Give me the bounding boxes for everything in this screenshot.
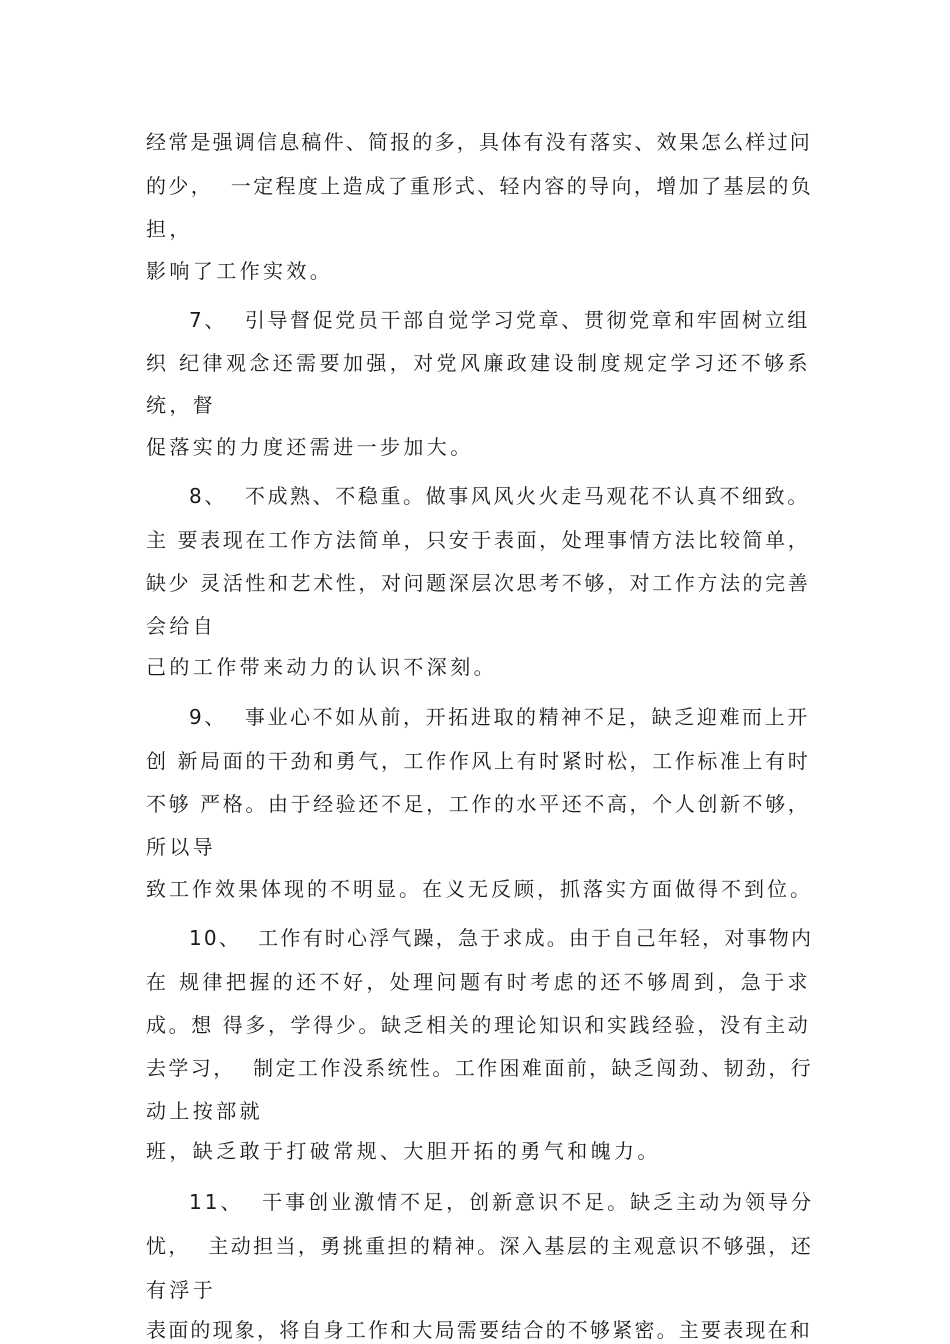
paragraph-line: 缺少 灵活性和艺术性，对问题深层次思考不够，对工作方法的完善 xyxy=(146,571,811,595)
paragraph-line: 不够 严格。由于经验还不足，工作的水平还不高，个人创新不够， xyxy=(146,792,811,816)
paragraph-line: 织 纪律观念还需要加强，对党风廉政建设制度规定学习还不够系 xyxy=(146,351,811,375)
paragraph-line: 忧， 主动担当，勇挑重担的精神。深入基层的主观意识不够强，还 xyxy=(146,1234,814,1258)
paragraph-line: 去学习， 制定工作没系统性。工作困难面前，缺乏闯劲、韧劲，行 xyxy=(146,1056,814,1080)
paragraph-line: 动上按部就 xyxy=(146,1099,263,1123)
paragraph-line: 所以导 xyxy=(146,835,217,859)
paragraph-line: 在 规律把握的还不好，处理问题有时考虑的还不够周到，急于求 xyxy=(146,970,811,994)
paragraph-line: 创 新局面的干劲和勇气，工作作风上有时紧时松，工作标准上有时 xyxy=(146,749,811,773)
paragraph-line: 己的工作带来动力的认识不深刻。 xyxy=(146,655,497,679)
paragraph-line: 会给自 xyxy=(146,614,217,638)
paragraph-line: 影响了工作实效。 xyxy=(146,259,334,283)
paragraph-line: 11、 干事创业激情不足，创新意识不足。缺乏主动为领导分 xyxy=(189,1190,815,1214)
paragraph-line: 统，督 xyxy=(146,393,217,417)
paragraph-line: 8、 不成熟、不稳重。做事风风火火走马观花不认真不细致。 xyxy=(189,484,810,508)
paragraph-line: 成。想 得多，学得少。缺乏相关的理论知识和实践经验，没有主动 xyxy=(146,1013,811,1037)
paragraph-line: 促落实的力度还需进一步加大。 xyxy=(146,435,474,459)
paragraph-line: 的少， 一定程度上造成了重形式、轻内容的导向，增加了基层的负 xyxy=(146,174,814,198)
paragraph-line: 担， xyxy=(146,217,193,241)
paragraph-line: 主 要表现在工作方法简单，只安于表面，处理事情方法比较简单， xyxy=(146,528,811,552)
paragraph-line: 班，缺乏敢于打破常规、大胆开拓的勇气和魄力。 xyxy=(146,1139,661,1163)
paragraph-line: 10、 工作有时心浮气躁，急于求成。由于自己年轻，对事物内 xyxy=(189,926,814,950)
paragraph-line: 7、 引导督促党员干部自觉学习党章、贯彻党章和牢固树立组 xyxy=(189,308,810,332)
paragraph-line: 9、 事业心不如从前，开拓进取的精神不足，缺乏迎难而上开 xyxy=(189,705,810,729)
paragraph-line: 有浮于 xyxy=(146,1278,217,1302)
paragraph-line: 表面的现象，将自身工作和大局需要结合的不够紧密。主要表现在和 xyxy=(146,1318,812,1342)
paragraph-line: 经常是强调信息稿件、简报的多，具体有没有落实、效果怎么样过问 xyxy=(146,130,812,154)
paragraph-line: 致工作效果体现的不明显。在义无反顾，抓落实方面做得不到位。 xyxy=(146,877,813,901)
